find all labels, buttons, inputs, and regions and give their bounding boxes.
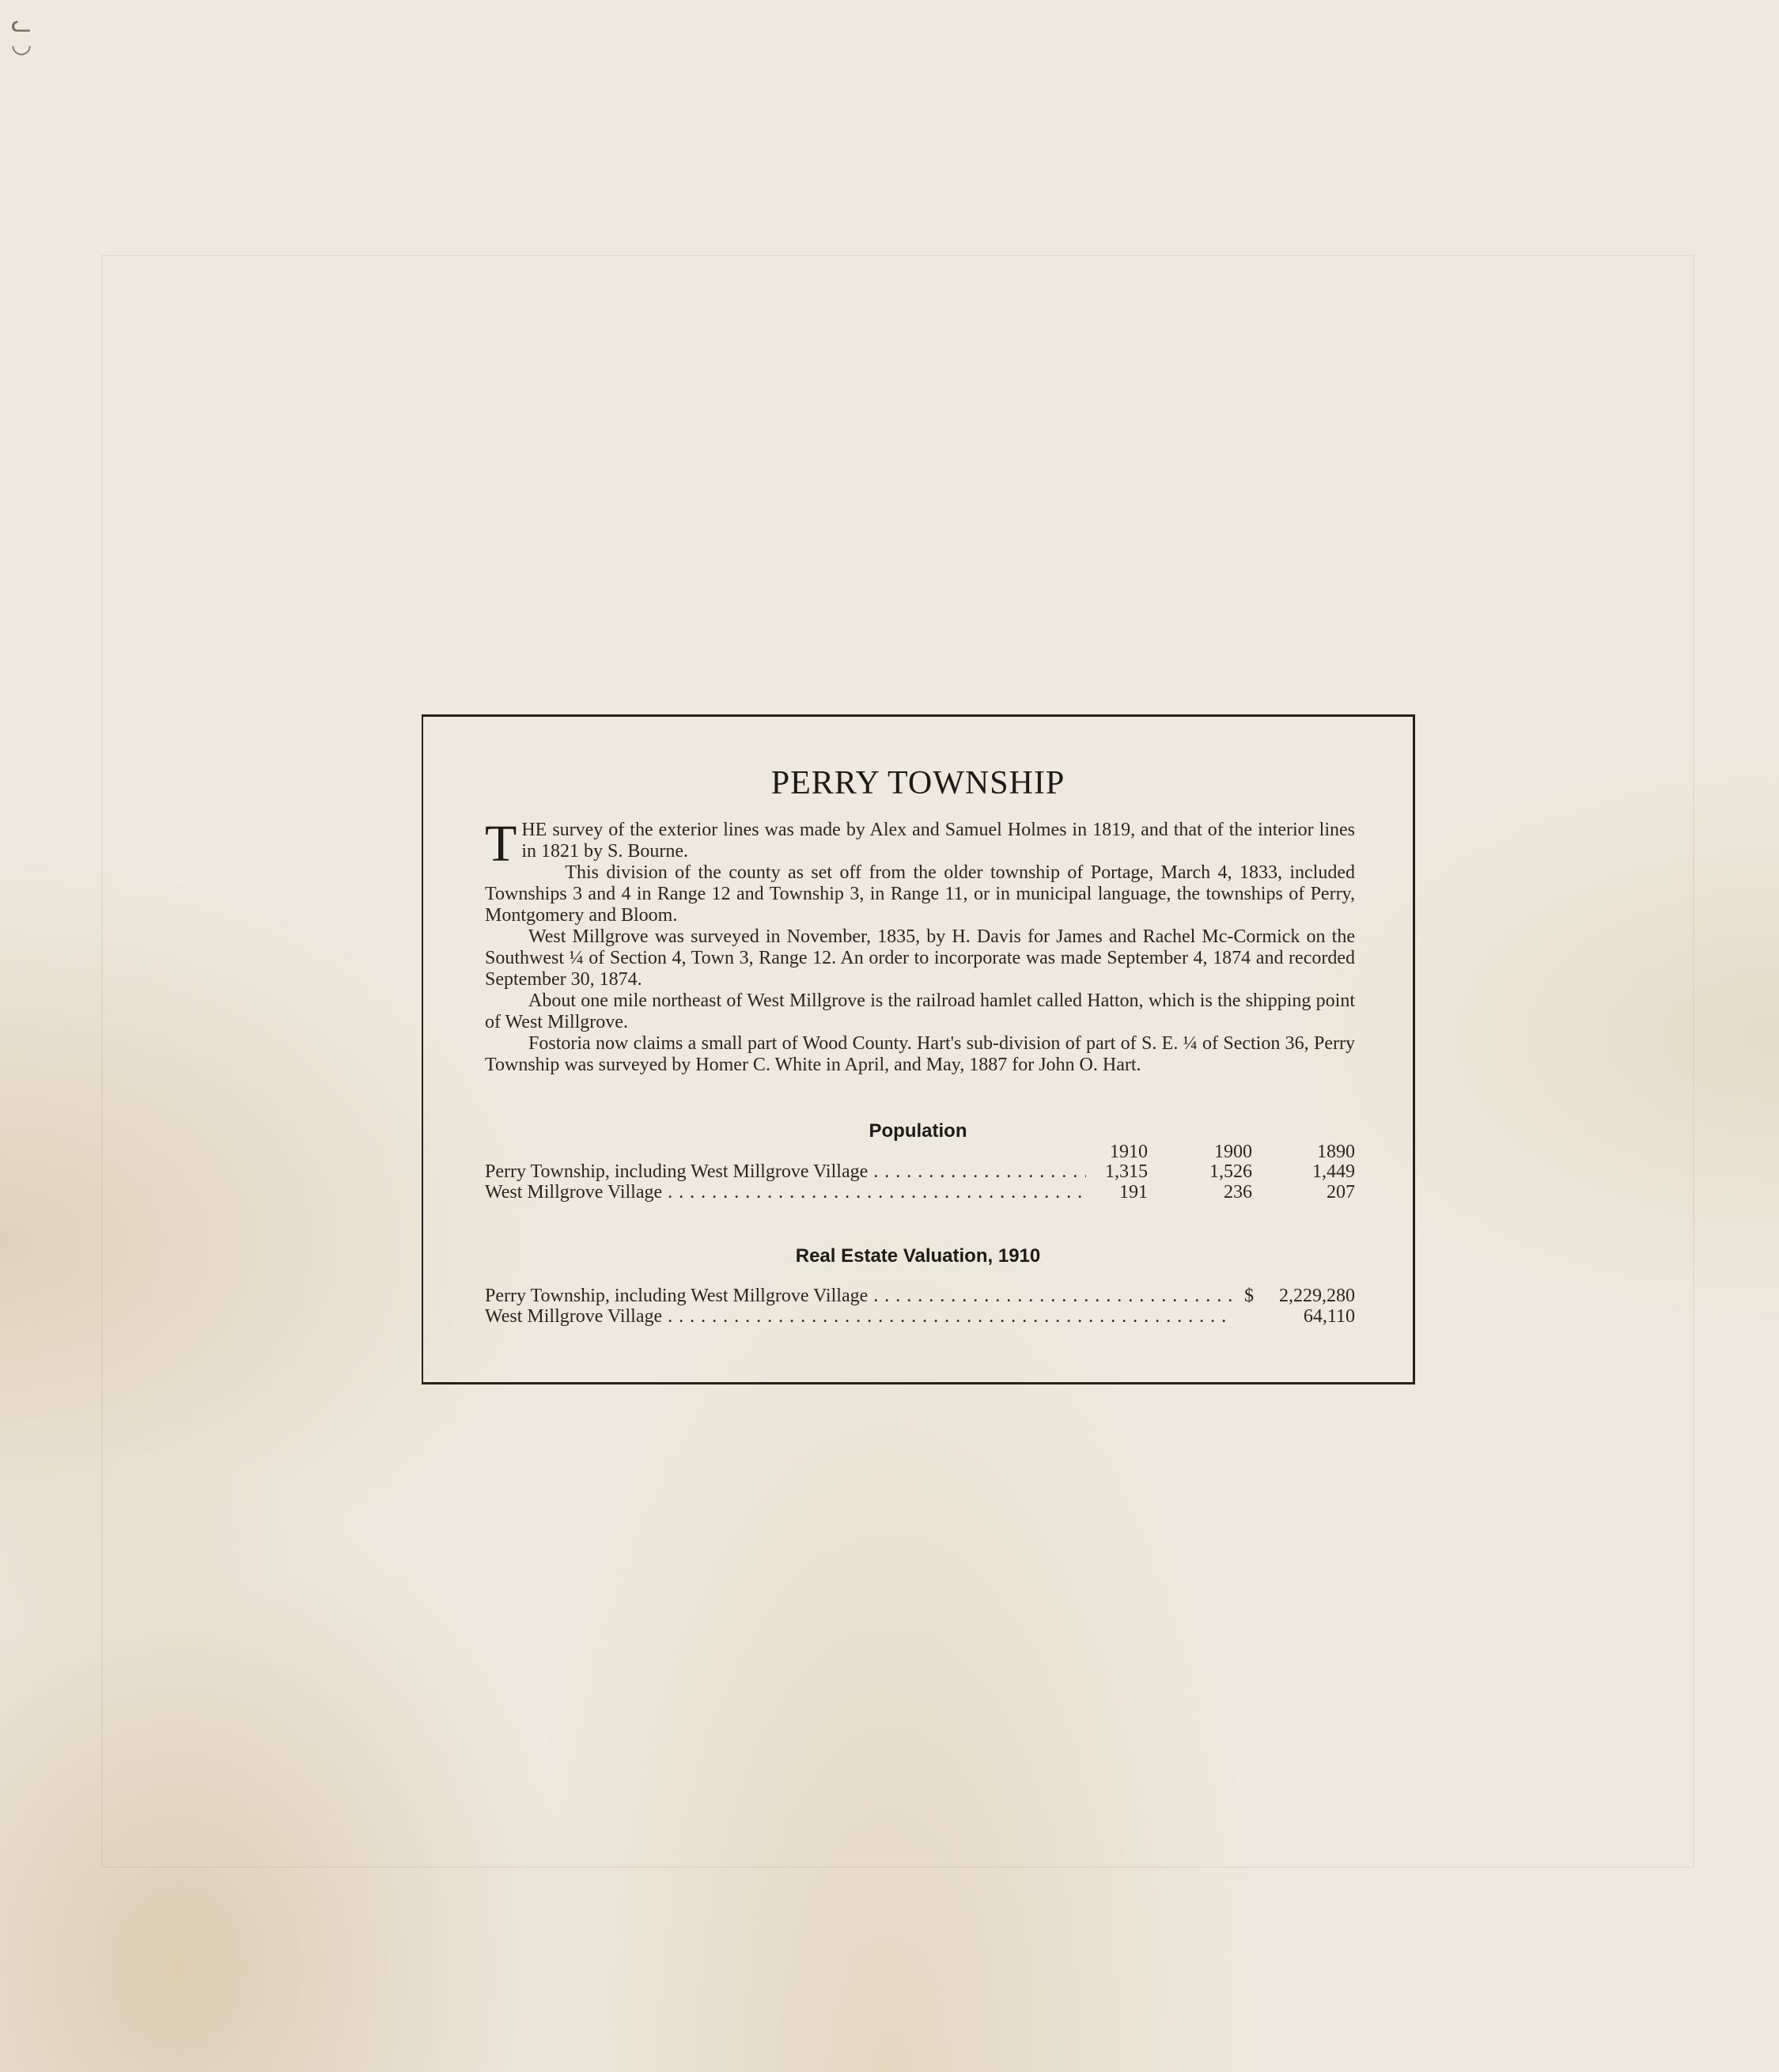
valuation-row-label: West Millgrove Village . . . bbox=[485, 1306, 1232, 1328]
paragraph-3: West Millgrove was surveyed in November, 1835, by H. Davis for James and Rachel Mc-Cormick on the Southwest ¼ of Section 4, Town 3, Range 12. An order to incorporate was made September 4, 1874 and recorded September 30, 1874. bbox=[485, 926, 1355, 990]
population-value: 191 bbox=[1119, 1182, 1148, 1203]
population-heading: Population bbox=[869, 1120, 967, 1142]
population-value: 1,315 bbox=[1105, 1161, 1148, 1182]
population-value: 1,526 bbox=[1209, 1161, 1252, 1182]
year-header: 1890 bbox=[1317, 1142, 1355, 1162]
paragraph-4: About one mile northeast of West Millgrove is the railroad hamlet called Hatton, which is the shipping point of West Millgrove. bbox=[485, 991, 1355, 1032]
population-row bbox=[485, 1182, 1355, 1203]
drop-cap: T bbox=[485, 815, 517, 873]
currency-symbol: $ bbox=[1244, 1286, 1254, 1306]
valuation-amount: 2,229,280 bbox=[1279, 1286, 1355, 1306]
population-row-label: West Millgrove Village . . . bbox=[485, 1182, 1086, 1203]
history-text bbox=[485, 815, 1355, 1076]
year-header: 1910 bbox=[1110, 1142, 1148, 1162]
valuation-row bbox=[485, 1286, 1355, 1307]
township-info-box bbox=[422, 714, 1415, 1384]
population-value: 207 bbox=[1327, 1182, 1355, 1203]
population-row-label: Perry Township, including West Millgrove Village . . . bbox=[485, 1161, 1086, 1183]
paragraph-2: This division of the county as set off from the older township of Portage, March 4, 1833, included Townships 3 and 4 in Range 12 and Township 3, in Range 11, or in municipal language, the townships of Perry, Montgomery and Bloom. bbox=[485, 862, 1355, 926]
paragraph-5: Fostoria now claims a small part of Wood County. Hart's sub-division of part of S. E. ¼ of Section 36, Perry Township was surveyed by Homer C. White in April, and May, 1887 for John O. Hart. bbox=[485, 1033, 1355, 1075]
population-value: 1,449 bbox=[1312, 1161, 1355, 1182]
population-row bbox=[485, 1161, 1355, 1183]
valuation-amount: 64,110 bbox=[1303, 1306, 1355, 1327]
population-year-header bbox=[485, 1142, 1355, 1163]
valuation-heading: Real Estate Valuation, 1910 bbox=[795, 1245, 1041, 1267]
paragraph-1 bbox=[485, 815, 1355, 873]
page-title: PERRY TOWNSHIP bbox=[770, 765, 1066, 801]
population-value: 236 bbox=[1224, 1182, 1252, 1203]
valuation-row-label: Perry Township, including West Millgrove Village . . . bbox=[485, 1286, 1232, 1307]
paragraph-1-text: HE survey of the exterior lines was made by Alex and Samuel Holmes in 1819, and that of the interior lines in 1821 by S. Bourne. bbox=[521, 820, 1355, 862]
corner-pencil-mark: ᓚ ◡ bbox=[11, 10, 32, 59]
year-header: 1900 bbox=[1214, 1142, 1252, 1162]
valuation-row bbox=[485, 1306, 1355, 1328]
